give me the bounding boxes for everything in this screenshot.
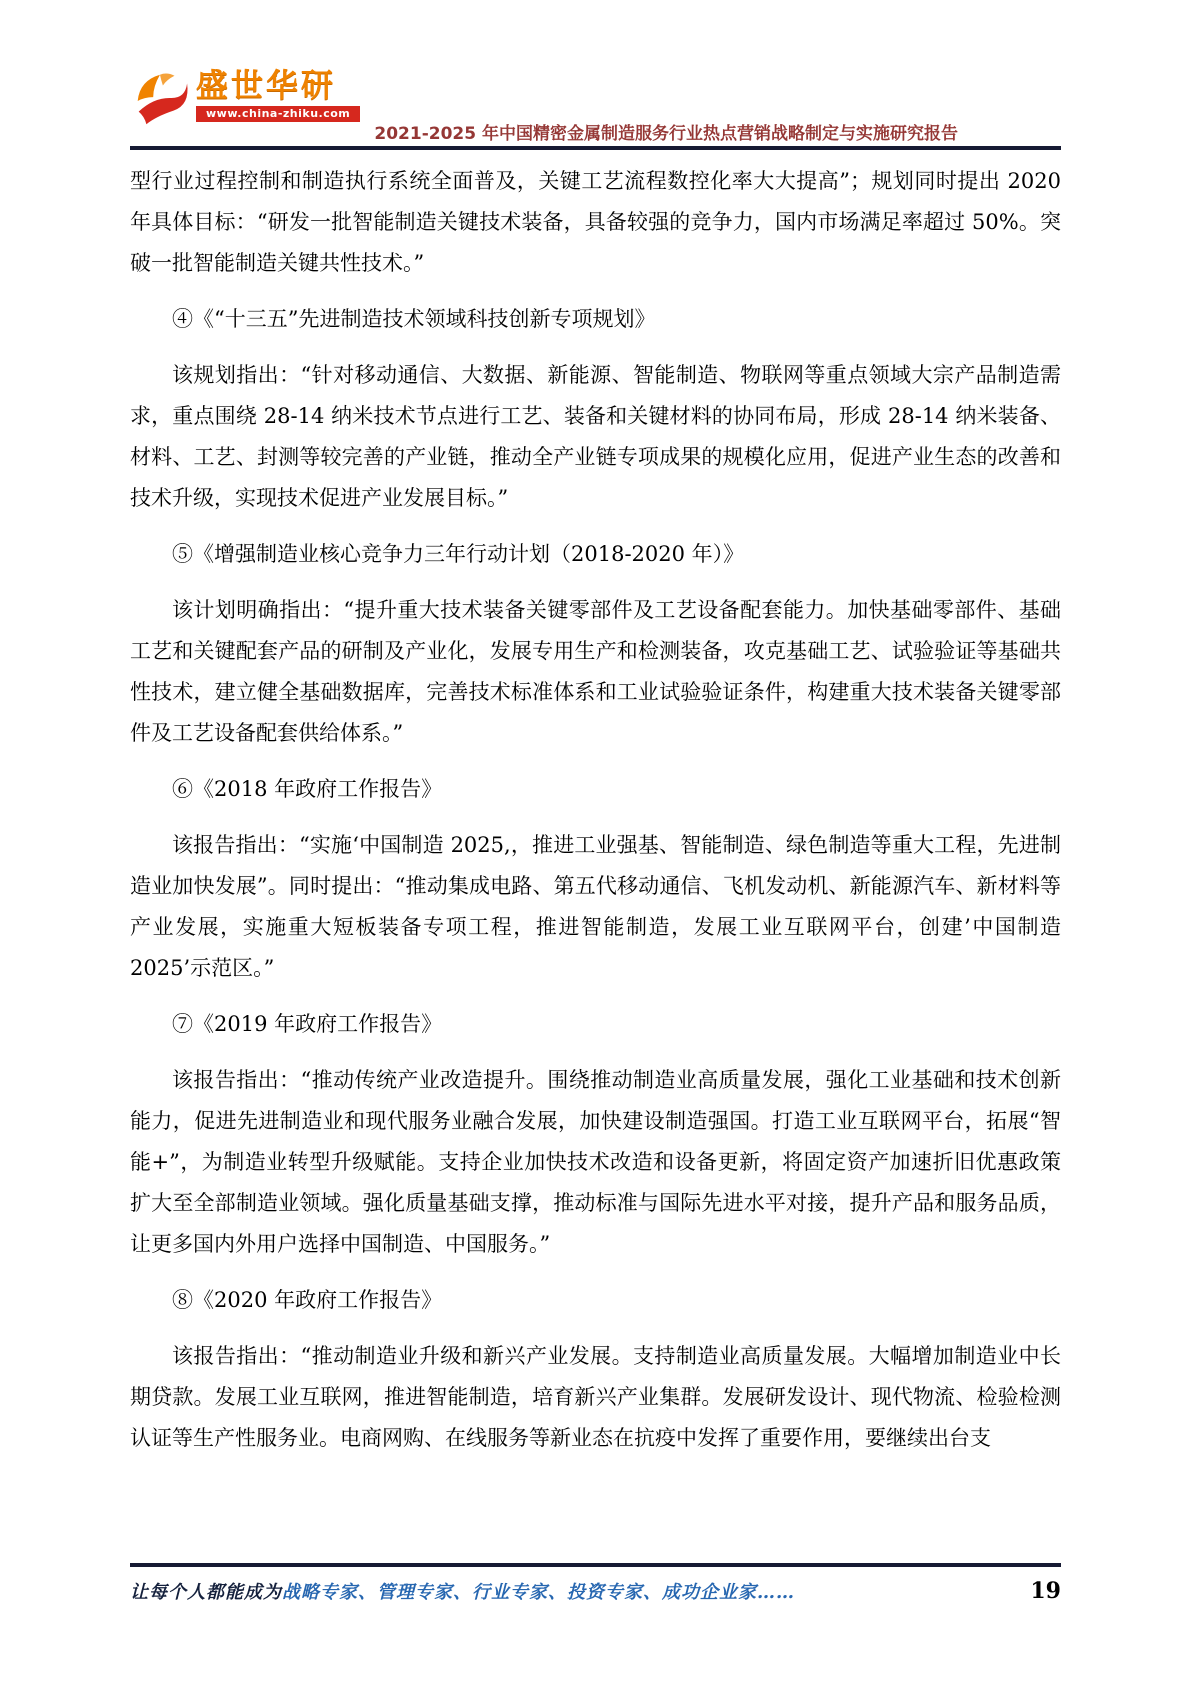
- section-heading-6: ⑥《2018 年政府工作报告》: [172, 777, 443, 801]
- logo: [128, 68, 360, 130]
- paragraph: 该报告指出：“实施‘中国制造 2025,，推进工业强基、智能制造、绿色制造等重大工程，先进制造业加快发展”。同时提出：“推动集成电路、第五代移动通信、飞机发动机、新能源汽车、新材料等产业发展，实施重大短板装备专项工程，推进智能制造，发展工业互联网平台，创建’中国制造 2025’示范区。”: [130, 833, 1061, 980]
- section-heading-4: ④《“十三五”先进制造技术领域科技创新专项规划》: [172, 307, 656, 331]
- logo-book-swoosh-icon: [128, 68, 190, 130]
- section-heading-5: ⑤《增强制造业核心竞争力三年行动计划（2018-2020 年）》: [172, 542, 745, 566]
- paragraph: 该报告指出：“推动传统产业改造提升。围绕推动制造业高质量发展，强化工业基础和技术创新能力，促进先进制造业和现代服务业融合发展，加快建设制造强国。打造工业互联网平台，拓展“智能+”，为制造业转型升级赋能。支持企业加快技术改造和设备更新，将固定资产加速折旧优惠政策扩大至全部制造业领域。强化质量基础支撑，推动标准与国际先进水平对接，提升产品和服务品质，让更多国内外用户选择中国制造、中国服务。”: [130, 1068, 1061, 1256]
- footer-slogan-highlight: 战略专家、管理专家、行业专家、投资专家、成功企业家……: [282, 1582, 795, 1603]
- document-body: [130, 161, 1061, 1474]
- paragraph: 该规划指出：“针对移动通信、大数据、新能源、智能制造、物联网等重点领域大宗产品制造需求，重点围绕 28-14 纳米技术节点进行工艺、装备和关键材料的协同布局，形成 28-14 纳米装备、材料、工艺、封测等较完善的产业链，推动全产业链专项成果的规模化应用，促进产业生态的改善和技术升级，实现技术促进产业发展目标。”: [130, 363, 1061, 510]
- section-heading-7: ⑦《2019 年政府工作报告》: [172, 1012, 443, 1036]
- logo-brand-text: 盛世华研: [196, 66, 337, 104]
- paragraph: 该报告指出：“推动制造业升级和新兴产业发展。支持制造业高质量发展。大幅增加制造业中长期贷款。发展工业互联网，推进智能制造，培育新兴产业集群。发展研发设计、现代物流、检验检测认证等生产性服务业。电商网购、在线服务等新业态在抗疫中发挥了重要作用，要继续出台支: [130, 1344, 1061, 1450]
- footer: [130, 1578, 1061, 1604]
- logo-text-block: [196, 68, 360, 122]
- page-number: 19: [1030, 1578, 1061, 1604]
- footer-slogan: [130, 1578, 795, 1604]
- header-divider: [130, 146, 1061, 150]
- paragraph: 型行业过程控制和制造执行系统全面普及，关键工艺流程数控化率大大提高”；规划同时提出 2020 年具体目标：“研发一批智能制造关键技术装备，具备较强的竞争力，国内市场满足率超过 50%。突破一批智能制造关键共性技术。”: [130, 169, 1061, 275]
- report-title: 2021-2025 年中国精密金属制造服务行业热点营销战略制定与实施研究报告: [374, 124, 958, 144]
- footer-divider: [130, 1563, 1061, 1567]
- section-heading-8: ⑧《2020 年政府工作报告》: [172, 1288, 443, 1312]
- paragraph: 该计划明确指出：“提升重大技术装备关键零部件及工艺设备配套能力。加快基础零部件、基础工艺和关键配套产品的研制及产业化，发展专用生产和检测装备，攻克基础工艺、试验验证等基础共性技术，建立健全基础数据库，完善技术标准体系和工业试验验证条件，构建重大技术装备关键零部件及工艺设备配套供给体系。”: [130, 598, 1061, 745]
- logo-url: www.china-zhiku.com: [196, 106, 360, 122]
- footer-slogan-prefix: 让每个人都能成为: [130, 1582, 282, 1603]
